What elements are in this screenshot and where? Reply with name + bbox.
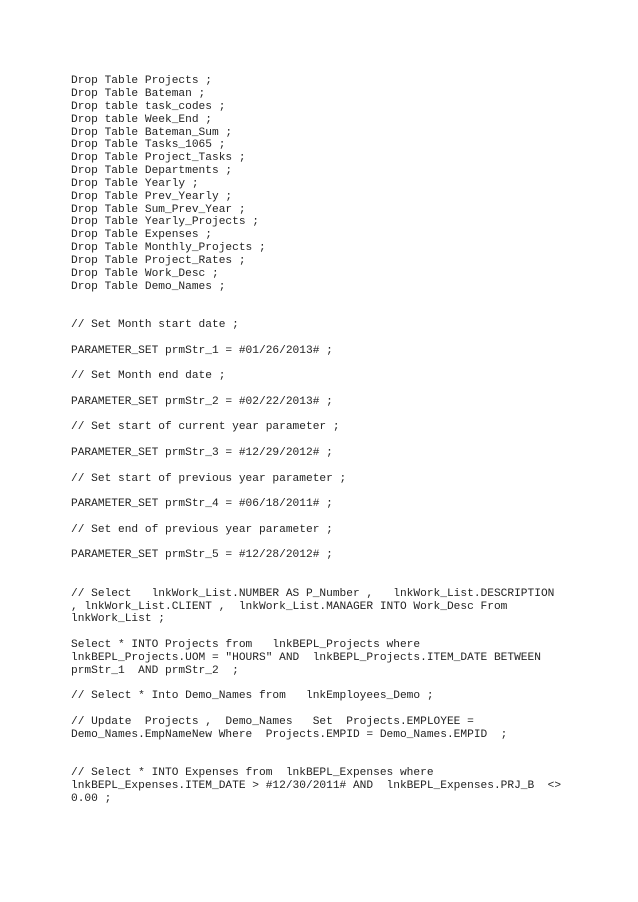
drop-statement: Drop table task_codes ;: [71, 101, 226, 113]
query-line: // Select * INTO Expenses from lnkBEPL_Expenses where: [71, 767, 434, 779]
drop-statement: Drop Table Project_Rates ;: [71, 255, 246, 267]
drop-statement: Drop Table Expenses ;: [71, 229, 212, 241]
parameter-line: PARAMETER_SET prmStr_2 = #02/22/2013# ;: [71, 396, 333, 408]
query-line: 0.00 ;: [71, 793, 112, 805]
query-line: prmStr_1 AND prmStr_2 ;: [71, 665, 239, 677]
drop-statement: Drop Table Yearly ;: [71, 178, 199, 190]
comment-line: // Set start of current year parameter ;: [71, 421, 340, 433]
drop-statement: Drop table Week_End ;: [71, 114, 212, 126]
parameter-line: PARAMETER_SET prmStr_4 = #06/18/2011# ;: [71, 498, 333, 510]
query-line: lnkWork_List ;: [71, 613, 165, 625]
drop-statement: Drop Table Sum_Prev_Year ;: [71, 204, 246, 216]
drop-statement: Drop Table Project_Tasks ;: [71, 152, 246, 164]
query-line: Select * INTO Projects from lnkBEPL_Projects where: [71, 639, 421, 651]
parameter-line: PARAMETER_SET prmStr_3 = #12/29/2012# ;: [71, 447, 333, 459]
comment-line: // Set Month end date ;: [71, 370, 226, 382]
parameter-line: PARAMETER_SET prmStr_5 = #12/28/2012# ;: [71, 549, 333, 561]
drop-statement: Drop Table Departments ;: [71, 165, 233, 177]
drop-statement: Drop Table Prev_Yearly ;: [71, 191, 233, 203]
drop-statement: Drop Table Yearly_Projects ;: [71, 216, 259, 228]
query-line: lnkBEPL_Expenses.ITEM_DATE > #12/30/2011# AND lnkBEPL_Expenses.PRJ_B <>: [71, 780, 562, 792]
query-line: // Update Projects , Demo_Names Set Projects.EMPLOYEE =: [71, 716, 474, 728]
drop-statement: Drop Table Tasks_1065 ;: [71, 139, 226, 151]
comment-line: // Set end of previous year parameter ;: [71, 524, 333, 536]
query-line: Demo_Names.EmpNameNew Where Projects.EMPID = Demo_Names.EMPID ;: [71, 729, 508, 741]
query-line: , lnkWork_List.CLIENT , lnkWork_List.MANAGER INTO Work_Desc From: [71, 601, 508, 613]
query-line: lnkBEPL_Projects.UOM = "HOURS" AND lnkBEPL_Projects.ITEM_DATE BETWEEN: [71, 652, 541, 664]
drop-statement: Drop Table Demo_Names ;: [71, 281, 226, 293]
drop-statement: Drop Table Bateman_Sum ;: [71, 127, 233, 139]
comment-line: // Set start of previous year parameter ;: [71, 473, 347, 485]
drop-statement: Drop Table Monthly_Projects ;: [71, 242, 266, 254]
drop-statement: Drop Table Bateman ;: [71, 88, 206, 100]
comment-line: // Set Month start date ;: [71, 319, 239, 331]
drop-statement: Drop Table Work_Desc ;: [71, 268, 219, 280]
query-line: // Select * Into Demo_Names from lnkEmployees_Demo ;: [71, 690, 434, 702]
query-line: // Select lnkWork_List.NUMBER AS P_Number , lnkWork_List.DESCRIPTION: [71, 588, 555, 600]
parameter-line: PARAMETER_SET prmStr_1 = #01/26/2013# ;: [71, 345, 333, 357]
drop-statement: Drop Table Projects ;: [71, 75, 212, 87]
